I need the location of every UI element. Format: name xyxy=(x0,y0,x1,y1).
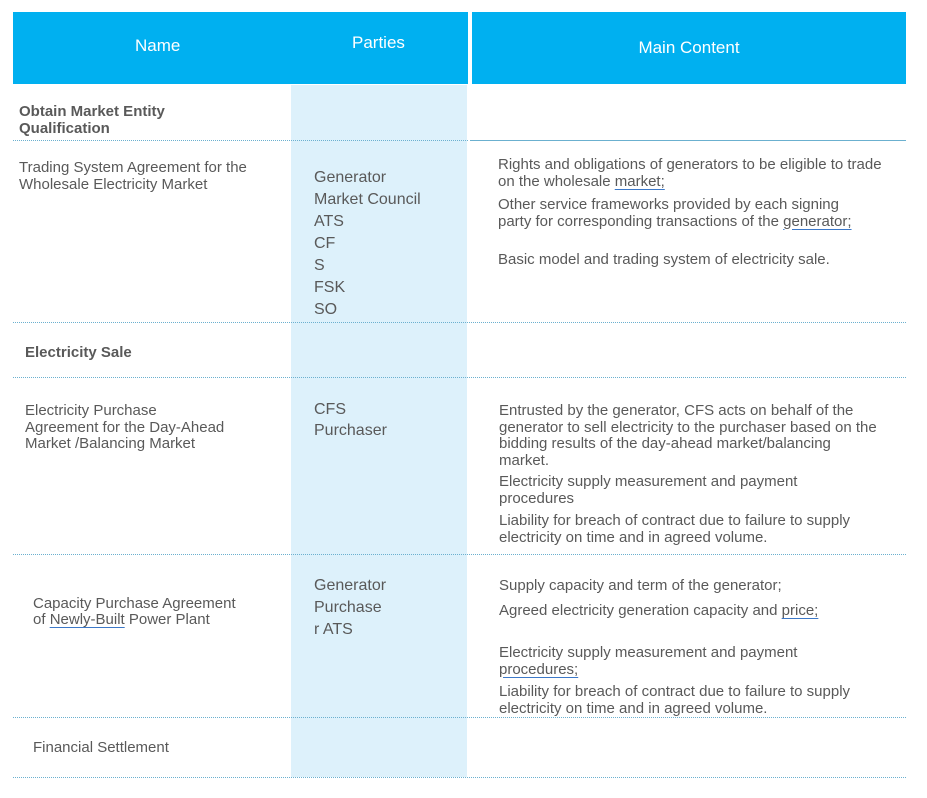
header-name-label: Name xyxy=(135,36,181,55)
party-item: Generator xyxy=(314,577,387,594)
agreement-name: Trading System Agreement for the Wholesale Electricity Market xyxy=(19,159,247,193)
party-item: Purchaser xyxy=(314,422,387,439)
party-item: S xyxy=(314,257,325,274)
row-divider xyxy=(13,377,906,378)
row-divider xyxy=(13,140,468,141)
section-title: Electricity Sale xyxy=(25,344,132,361)
party-item: ATS xyxy=(314,213,344,230)
party-item: CF xyxy=(314,235,336,252)
content-item: Other service frameworks provided by each signing party for corresponding transactions of the generator; xyxy=(498,196,852,230)
party-item: Market Council xyxy=(314,191,421,208)
agreement-name: Electricity Purchase Agreement for the Day-Ahead Market /Balancing Market xyxy=(25,402,225,452)
content-item: Liability for breach of contract due to failure to supply electricity on time and in agreed volume. xyxy=(499,512,851,546)
party-item: Generator xyxy=(314,169,387,186)
party-item: Purchase xyxy=(314,599,382,616)
content-item: Electricity supply measurement and payment procedures xyxy=(499,473,798,507)
header-parties xyxy=(290,12,468,84)
row-divider xyxy=(470,140,906,141)
party-item: FSK xyxy=(314,279,346,296)
section-title: Obtain Market Entity Qualification xyxy=(19,103,165,137)
row-divider xyxy=(13,554,906,555)
content-item: Electricity supply measurement and payment procedures; xyxy=(499,644,798,678)
row-divider xyxy=(13,717,906,718)
content-item: Liability for breach of contract due to failure to supply electricity on time and in agreed volume. xyxy=(499,683,851,717)
header-parties-label: Parties xyxy=(352,33,405,52)
party-item: SO xyxy=(314,301,338,318)
party-item: CFS xyxy=(314,401,346,418)
row-divider xyxy=(13,777,906,778)
section-title: Financial Settlement xyxy=(33,739,169,756)
content-item: Rights and obligations of generators to be eligible to trade on the wholesale market; xyxy=(498,156,882,190)
content-item: Supply capacity and term of the generator; xyxy=(499,577,782,594)
row-divider xyxy=(13,322,906,323)
content-item: Agreed electricity generation capacity and price; xyxy=(499,602,819,619)
party-item: r ATS xyxy=(314,621,353,638)
agreement-name: Capacity Purchase Agreement of Newly-Built Power Plant xyxy=(33,594,236,628)
content-item: Basic model and trading system of electricity sale. xyxy=(498,251,830,268)
content-item: Entrusted by the generator, CFS acts on behalf of the generator to sell electricity to the purchaser based on the bidding results of the day-ahead market/balancing market. xyxy=(499,402,877,469)
header-main-content xyxy=(472,12,906,84)
header-main-content-label: Main Content xyxy=(638,38,740,57)
